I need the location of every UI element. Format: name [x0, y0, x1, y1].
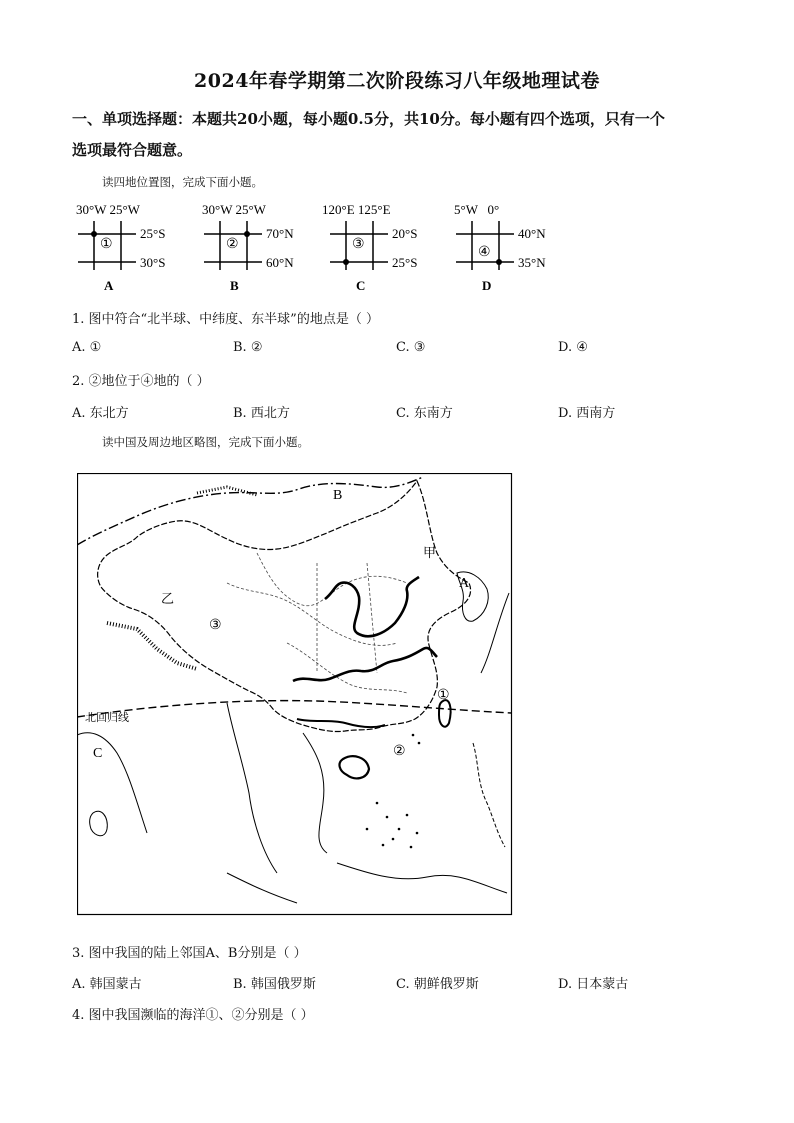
q1-option-c[interactable]: C. ③	[396, 340, 426, 355]
section-heading-line1: 一、单项选择题：本题共20小题，每小题0.5分，共10分。每小题有四个选项，只有一个	[72, 110, 665, 128]
intro-map: 读中国及周边地区略图，完成下面小题。	[102, 435, 309, 449]
grid-d-mark: ④	[478, 245, 491, 260]
q2-stem: 2. ②地位于④地的（ ）	[72, 374, 210, 389]
q1-option-b[interactable]: B. ②	[233, 340, 263, 355]
map-label-c: C	[93, 746, 103, 761]
map-label-b: B	[333, 488, 343, 503]
grid-b-letter: B	[230, 278, 239, 293]
grid-c-lat2: 25°S	[392, 255, 418, 270]
grid-b-mark: ②	[226, 237, 239, 252]
intro-grids: 读四地位置图，完成下面小题。	[102, 175, 263, 189]
grid-a-letter: A	[104, 278, 114, 293]
q3-stem: 3. 图中我国的陆上邻国A、B分别是（ ）	[72, 946, 307, 961]
grid-c-letter: C	[356, 278, 366, 293]
grid-a-mark: ①	[100, 237, 113, 252]
china-map	[77, 473, 513, 917]
map-label-1: ①	[437, 688, 450, 703]
grid-d-lat2: 35°N	[518, 255, 546, 270]
paper-title: 2024年春学期第二次阶段练习八年级地理试卷	[194, 70, 600, 92]
map-label-jia: 甲	[423, 545, 437, 560]
section-heading-line2: 选项最符合题意。	[72, 141, 193, 159]
q2-option-d[interactable]: D. 西南方	[558, 406, 616, 421]
grid-b-lat1: 70°N	[266, 226, 294, 241]
grid-a-lat1: 25°S	[140, 226, 166, 241]
grid-c	[322, 202, 417, 293]
grid-c-lat1: 20°S	[392, 226, 418, 241]
map-label-3: ③	[209, 618, 222, 633]
grid-b	[202, 202, 294, 293]
location-grids	[70, 198, 590, 298]
q2-option-c[interactable]: C. 东南方	[396, 406, 453, 421]
map-label-yi: 乙	[161, 591, 175, 606]
grid-b-lat2: 60°N	[266, 255, 294, 270]
q3-option-a[interactable]: A. 韩国蒙古	[72, 977, 142, 992]
grid-a-lat2: 30°S	[140, 255, 166, 270]
q1-option-a[interactable]: A. ①	[72, 340, 102, 355]
q1-option-d[interactable]: D. ④	[558, 340, 588, 355]
map-label-tropic: 北回归线	[85, 712, 129, 724]
q3-option-c[interactable]: C. 朝鲜俄罗斯	[396, 977, 479, 992]
map-label-a: A	[459, 576, 470, 591]
q3-option-d[interactable]: D. 日本蒙古	[558, 977, 629, 992]
q4-stem: 4. 图中我国濒临的海洋①、②分别是（ ）	[72, 1008, 314, 1023]
grid-a	[76, 202, 165, 293]
grid-c-top: 120°E 125°E	[322, 202, 391, 217]
q2-option-a[interactable]: A. 东北方	[72, 406, 129, 421]
grid-d-lat1: 40°N	[518, 226, 546, 241]
section-heading	[72, 104, 732, 166]
grid-b-top: 30°W 25°W	[202, 202, 266, 217]
q1-stem: 1. 图中符合“北半球、中纬度、东半球”的地点是（ ）	[72, 312, 379, 327]
grid-c-mark: ③	[352, 237, 365, 252]
grid-d-top: 5°W 0°	[454, 202, 500, 217]
grid-a-top: 30°W 25°W	[76, 202, 140, 217]
grid-d-letter: D	[482, 278, 492, 293]
q2-option-b[interactable]: B. 西北方	[233, 406, 290, 421]
map-label-2: ②	[393, 744, 406, 759]
q3-option-b[interactable]: B. 韩国俄罗斯	[233, 977, 316, 992]
grid-d	[454, 202, 546, 293]
